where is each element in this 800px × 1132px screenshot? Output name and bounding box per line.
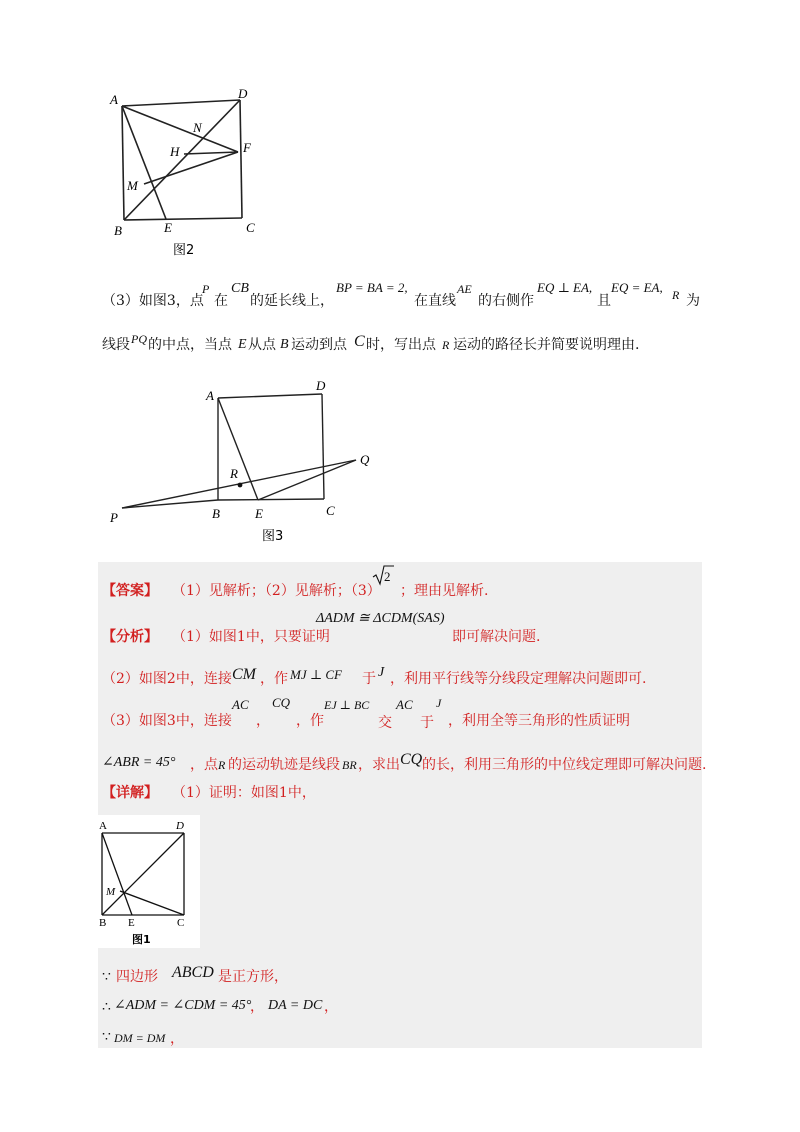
text: 即可解决问题.	[452, 629, 541, 645]
fig2-label-H: H	[170, 144, 180, 159]
figure-1	[98, 815, 200, 948]
math-AE: AE	[457, 282, 472, 296]
math-perp: MJ ⊥ CF	[290, 667, 342, 682]
math-J: J	[378, 665, 385, 680]
text: （3）如图3中，连接	[102, 713, 232, 729]
fig1-label-B: B	[99, 917, 107, 929]
text: 运动的路径长并简要说明理由.	[453, 337, 640, 353]
math-CQ: CQ	[400, 751, 423, 768]
math-R: R	[672, 288, 680, 302]
math-P: P	[202, 282, 210, 296]
text: 的长，利用三角形的中位线定理即可解决问题.	[422, 757, 707, 773]
math-angles: ∠ADM = ∠CDM = 45°	[114, 998, 252, 1013]
text: 于	[362, 671, 376, 687]
figure-2	[100, 82, 270, 262]
math-CQ: CQ	[272, 695, 291, 710]
fig1-label-E: E	[128, 917, 135, 929]
text: 于	[420, 715, 434, 731]
because-symbol: ∵	[102, 969, 111, 985]
detail-line-1	[100, 782, 700, 804]
text: 在直线	[414, 293, 456, 309]
text: （1）如图1中，只要证明	[172, 629, 330, 645]
fig3-label-D: D	[316, 378, 326, 393]
fig1-caption: 图1	[132, 933, 151, 946]
fig2-label-A: A	[110, 92, 118, 107]
part3-line2	[100, 330, 700, 356]
text: 的延长线上，	[250, 293, 334, 309]
text: ，利用平行线等分线段定理解决问题即可.	[390, 671, 647, 687]
text: ，作	[296, 713, 324, 729]
fig3-label-A: A	[206, 388, 214, 403]
math-AC: AC	[396, 697, 413, 712]
answer-tag: 【答案】	[102, 583, 158, 599]
math-dm-dm: DM = DM	[114, 1031, 166, 1045]
math-E: E	[238, 337, 247, 352]
therefore-symbol: ∴	[102, 999, 111, 1015]
text: ，作	[260, 671, 288, 687]
analysis-line-3	[100, 696, 700, 730]
math-congruence: ΔADM ≅ ΔCDM(SAS)	[316, 611, 445, 626]
text: 且	[597, 293, 611, 309]
answer-line	[100, 566, 700, 602]
fig2-label-N: N	[193, 120, 202, 135]
text: （1）证明：如图1中，	[172, 785, 316, 801]
text: （2）如图2中，连接	[102, 671, 232, 687]
fig1-label-C: C	[177, 917, 185, 929]
math-ABCD: ABCD	[172, 964, 214, 981]
text: 时，写出点	[366, 337, 436, 353]
text: ，求出	[358, 757, 400, 773]
math-CM: CM	[232, 666, 256, 683]
math-CB: CB	[231, 281, 249, 296]
text: 线段	[102, 337, 130, 353]
part3-line1	[100, 282, 700, 316]
text: 为	[686, 293, 700, 309]
analysis-line-4	[100, 752, 706, 776]
analysis-line-2	[100, 664, 700, 690]
figure-3	[100, 372, 390, 550]
text: 的中点，当点	[148, 337, 232, 353]
text: ，	[250, 999, 264, 1015]
math-J: J	[436, 696, 442, 710]
text: ，	[324, 999, 338, 1015]
analysis-tag: 【分析】	[102, 629, 158, 645]
text: （3）如图3，点	[102, 293, 204, 309]
fig3-label-Q: Q	[360, 452, 370, 467]
fig2-label-M: M	[127, 178, 138, 193]
fig2-caption: 图2	[173, 243, 195, 258]
fig3-label-B: B	[212, 506, 220, 521]
proof-line-2	[100, 996, 700, 1018]
math-B: B	[280, 337, 289, 352]
fig1-label-M: M	[106, 886, 116, 898]
math-angle: ∠ABR = 45°	[102, 755, 176, 770]
math-condition-perp: EQ ⊥ EA,	[537, 280, 593, 295]
answer-tail: ；理由见解析.	[400, 583, 489, 599]
fig2-label-F: F	[243, 140, 251, 155]
math-PQ: PQ	[131, 332, 147, 346]
text: ，	[256, 713, 270, 729]
text: ，点	[190, 757, 218, 773]
math-perp: EJ ⊥ BC	[324, 698, 370, 712]
math-condition-bp: BP = BA = 2,	[336, 280, 408, 295]
analysis-line-1	[100, 610, 700, 646]
text: ，利用全等三角形的性质证明	[448, 713, 630, 729]
answer-body: （1）见解析；（2）见解析；（3）	[172, 583, 381, 599]
math-R: R	[442, 338, 450, 352]
fig3-label-P: P	[110, 510, 118, 525]
proof-line-3	[100, 1026, 700, 1048]
sqrt-value: 2	[384, 569, 391, 584]
radical-sign-icon	[372, 564, 394, 586]
math-C: C	[354, 333, 365, 350]
fig2-label-C: C	[246, 220, 255, 235]
fig3-label-E: E	[255, 506, 263, 521]
math-da-dc: DA = DC	[268, 998, 323, 1013]
text: ，	[170, 1031, 184, 1047]
text: 是正方形，	[218, 969, 288, 985]
math-AC: AC	[232, 697, 249, 712]
text: 四边形	[116, 969, 158, 985]
detail-tag: 【详解】	[102, 785, 158, 801]
fig2-label-D: D	[238, 86, 248, 101]
text: 交	[378, 715, 392, 731]
math-R: R	[218, 758, 226, 772]
math-BR: BR	[342, 758, 357, 772]
fig3-caption: 图3	[262, 529, 284, 544]
text: 从点	[248, 337, 276, 353]
text: 的运动轨迹是线段	[228, 757, 340, 773]
text: 运动到点	[291, 337, 347, 353]
fig2-label-B: B	[114, 223, 122, 238]
fig2-label-E: E	[164, 220, 172, 235]
proof-line-1	[100, 966, 700, 988]
text: 的右侧作	[478, 293, 534, 309]
math-condition-eq: EQ = EA,	[611, 280, 663, 295]
text: 在	[214, 293, 228, 309]
fig1-label-A: A	[99, 820, 107, 832]
fig1-label-D: D	[176, 820, 184, 832]
fig3-label-R: R	[230, 466, 238, 481]
because-symbol: ∵	[102, 1029, 111, 1045]
fig3-label-C: C	[326, 503, 335, 518]
